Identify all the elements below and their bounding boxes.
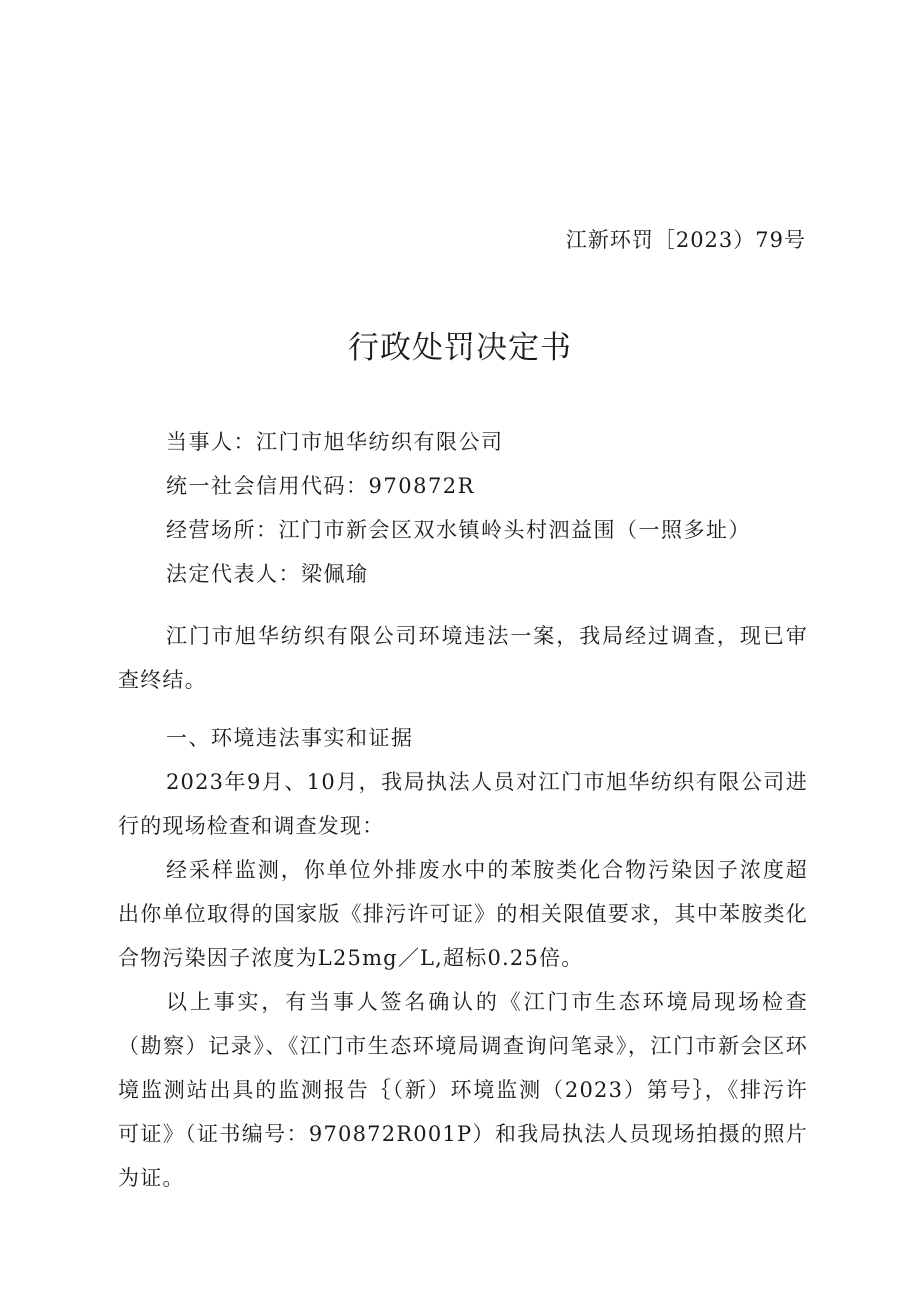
evidence-paragraph: 以上事实，有当事人签名确认的《江门市生态环境局现场检查（勘察）记录》、《江门市生态环境局调查询问笔录》，江门市新会区环境监测站出具的监测报告｛（新）环境监测（2023）第号｝，《排污许可证》（证书编号：970872R001P）和我局执法人员现场拍摄的照片为证。 <box>118 990 808 1190</box>
party-name: 当事人：江门市旭华纺织有限公司 <box>166 430 504 454</box>
document-title: 行政处罚决定书 <box>348 330 572 366</box>
fact-paragraph-1: 2023年9月、10月，我局执法人员对江门市旭华纺织有限公司进行的现场检查和调查发现： <box>118 770 808 838</box>
document-number: 江新环罚［2023）79号 <box>565 228 806 252</box>
credit-code: 统一社会信用代码：970872R <box>166 474 475 498</box>
section-heading: 一、环境违法事实和证据 <box>166 726 414 750</box>
legal-representative: 法定代表人：梁佩瑜 <box>166 562 369 586</box>
fact-paragraph-2: 经采样监测，你单位外排废水中的苯胺类化合物污染因子浓度超出你单位取得的国家版《排污许可证》的相关限值要求，其中苯胺类化合物污染因子浓度为L25mg／L,超标0.25倍。 <box>118 858 808 970</box>
document-body <box>118 420 808 1200</box>
intro-paragraph: 江门市旭华纺织有限公司环境违法一案，我局经过调查，现已审查终结。 <box>118 624 808 692</box>
business-address: 经营场所：江门市新会区双水镇岭头村泗益围（一照多址） <box>166 518 751 542</box>
